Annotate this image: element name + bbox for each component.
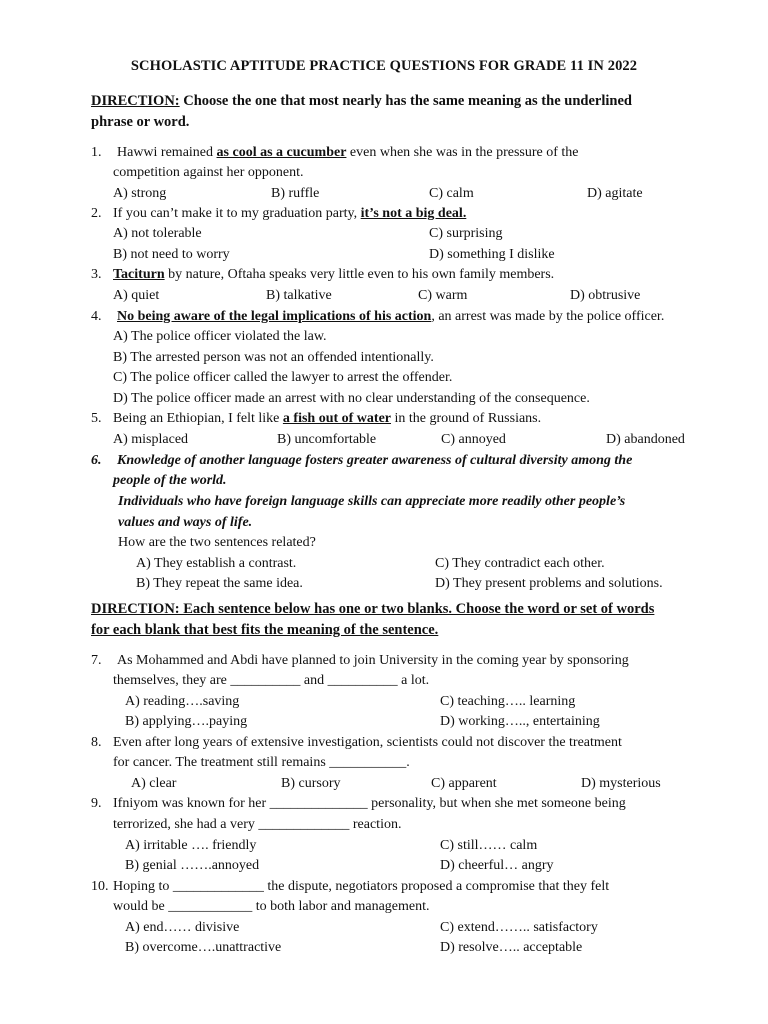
q3-stem [113,265,554,285]
q10-option-c[interactable]: C) extend…….. satisfactory [440,920,598,935]
q10-option-b[interactable]: B) overcome….unattractive [125,940,282,955]
q5-option-a[interactable]: A) misplaced [113,432,189,447]
q8-option-c[interactable]: C) apparent [431,776,497,791]
q8-option-d[interactable]: D) mysterious [581,776,661,791]
q6-sentence1-line2: people of the world. [113,473,227,488]
q7-option-b[interactable]: B) applying….paying [125,714,248,729]
q10-option-d[interactable]: D) resolve….. acceptable [440,940,583,955]
q5-option-d[interactable]: D) abandoned [606,432,685,447]
direction-1 [91,91,691,133]
q7-number: 7. [91,653,102,668]
q1-option-c[interactable]: C) calm [429,186,474,201]
q5-stem [113,409,541,429]
q8-option-a[interactable]: A) clear [131,776,177,791]
q7-option-a[interactable]: A) reading….saving [125,694,240,709]
q8-option-b[interactable]: B) cursory [281,776,341,791]
q1-option-b[interactable]: B) ruffle [271,186,320,201]
q9-option-d[interactable]: D) cheerful… angry [440,858,554,873]
q6-option-b[interactable]: B) They repeat the same idea. [136,576,303,591]
q1-underlined: as cool as a cucumber [216,145,347,160]
q1-stem-line2: competition against her opponent. [113,165,304,180]
q1-number: 1. [91,145,102,160]
q3-underlined: Taciturn [113,267,165,282]
q9-option-c[interactable]: C) still…… calm [440,838,538,853]
q7-option-d[interactable]: D) working….., entertaining [440,714,600,729]
q6-question: How are the two sentences related? [118,535,316,550]
direction-1-line2: phrase or word. [91,114,190,130]
q4-underlined: No being aware of the legal implications of his action [117,309,432,324]
q2-option-d[interactable]: D) something I dislike [429,247,555,262]
q4-option-c[interactable]: C) The police officer called the lawyer to arrest the offender. [113,370,453,385]
q2-option-a[interactable]: A) not tolerable [113,226,202,241]
q9-option-b[interactable]: B) genial …….annoyed [125,858,260,873]
q10-stem-line1: Hoping to _____________ the dispute, negotiators proposed a compromise that they felt [113,879,610,894]
q5-number: 5. [91,411,102,426]
q6-option-d[interactable]: D) They present problems and solutions. [435,576,663,591]
q1-option-a[interactable]: A) strong [113,186,167,201]
q4-post: , an arrest was made by the police officer. [431,309,665,324]
q4-option-d[interactable]: D) The police officer made an arrest with no clear understanding of the consequence. [113,391,590,406]
direction-2 [91,599,691,641]
q9-option-a[interactable]: A) irritable …. friendly [125,838,257,853]
q9-number: 9. [91,796,102,811]
q6-option-c[interactable]: C) They contradict each other. [435,556,605,571]
q4-stem [117,307,664,327]
q5-pre: Being an Ethiopian, I felt like [113,411,283,426]
q1-option-d[interactable]: D) agitate [587,186,643,201]
q2-pre: If you can’t make it to my graduation party, [113,206,361,221]
q8-stem-line2: for cancer. The treatment still remains ___________. [113,755,410,770]
q3-post: by nature, Oftaha speaks very little even to his own family members. [164,267,555,282]
q9-stem-line2: terrorized, she had a very _____________ reaction. [113,817,402,832]
q2-stem [113,204,466,224]
q3-number: 3. [91,267,102,282]
q6-sentence2-line1: Individuals who have foreign language skills can appreciate more readily other people’s [118,494,626,509]
q6-sentence2-line2: values and ways of life. [118,515,253,530]
q2-option-b[interactable]: B) not need to worry [113,247,230,262]
q1-stem [117,143,579,163]
q7-stem-line1: As Mohammed and Abdi have planned to join University in the coming year by sponsoring [117,653,629,668]
direction-2-line2: for each blank that best fits the meaning of the sentence. [91,622,439,638]
q10-option-a[interactable]: A) end…… divisive [125,920,240,935]
direction-1-line1: Choose the one that most nearly has the same meaning as the underlined [179,93,632,109]
q3-option-c[interactable]: C) warm [418,288,468,303]
q4-option-b[interactable]: B) The arrested person was not an offended intentionally. [113,350,434,365]
q6-number: 6. [91,453,102,468]
q5-post: in the ground of Russians. [391,411,542,426]
q8-stem-line1: Even after long years of extensive investigation, scientists could not discover the treatment [113,735,622,750]
q3-option-b[interactable]: B) talkative [266,288,332,303]
q1-pre: Hawwi remained [117,145,217,160]
q2-option-c[interactable]: C) surprising [429,226,503,241]
q4-number: 4. [91,309,102,324]
q3-option-a[interactable]: A) quiet [113,288,160,303]
q10-stem-line2: would be ____________ to both labor and management. [113,899,430,914]
q2-number: 2. [91,206,102,221]
document-title: SCHOLASTIC APTITUDE PRACTICE QUESTIONS FOR GRADE 11 IN 2022 [130,58,638,74]
q9-stem-line1: Ifniyom was known for her ______________ personality, but when she met someone being [113,796,626,811]
q5-underlined: a fish out of water [282,411,392,426]
q1-post: even when she was in the pressure of the [346,145,579,160]
q5-option-b[interactable]: B) uncomfortable [277,432,377,447]
direction-2-line1: DIRECTION: Each sentence below has one or two blanks. Choose the word or set of words [91,601,655,617]
q6-sentence1-line1: Knowledge of another language fosters greater awareness of cultural diversity among the [117,453,633,468]
q8-number: 8. [91,735,102,750]
q7-stem-line2: themselves, they are __________ and __________ a lot. [113,673,430,688]
q10-number: 10. [91,879,109,894]
q6-option-a[interactable]: A) They establish a contrast. [136,556,297,571]
q3-option-d[interactable]: D) obtrusive [570,288,641,303]
direction-1-head: DIRECTION: [91,93,180,109]
q7-option-c[interactable]: C) teaching….. learning [440,694,576,709]
q4-option-a[interactable]: A) The police officer violated the law. [113,329,327,344]
q5-option-c[interactable]: C) annoyed [441,432,506,447]
q2-underlined: it’s not a big deal. [360,206,467,221]
